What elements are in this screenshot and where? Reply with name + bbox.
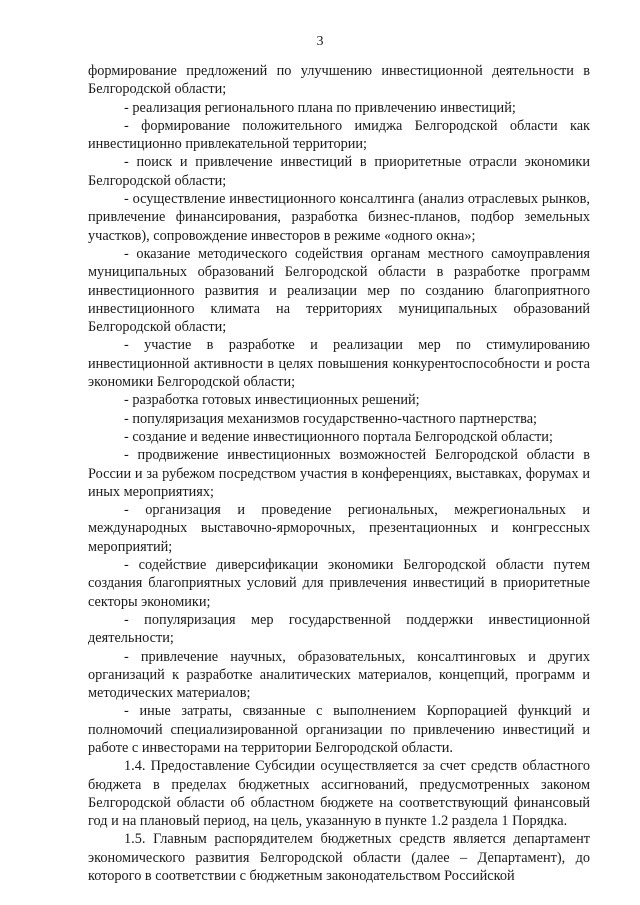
paragraph: - организация и проведение региональных, межрегиональных и международных выставочно-ярморочных, презентационных и конгрессных мероприятий; (88, 502, 590, 555)
paragraph: - поиск и привлечение инвестиций в приоритетные отрасли экономики Белгородской области; (88, 154, 590, 189)
paragraph: - популяризация механизмов государственно-частного партнерства; (124, 410, 538, 427)
paragraph: 1.4. Предоставление Субсидии осуществляется за счет средств областного бюджета в пределах бюджетных ассигнований, предусмотренных законом Белгородской области об областном бюджете на соответствующий финансовый год и на плановый период, на цель, указанную в пункте 1.2 раздела 1 Порядка. (88, 758, 590, 830)
paragraph: - осуществление инвестиционного консалтинга (анализ отраслевых рынков, привлечение финансирования, разработка бизнес-планов, подбор земельных участков), сопровождение инвесторов в режиме «одного окна»; (88, 191, 590, 244)
paragraph: - содействие диверсификации экономики Белгородской области путем создания благоприятных условий для привлечения инвестиций в приоритетные секторы экономики; (88, 557, 590, 610)
document-body (88, 62, 590, 885)
paragraph: - популяризация мер государственной поддержки инвестиционной деятельности; (88, 611, 590, 647)
paragraph: - участие в разработке и реализации мер по стимулированию инвестиционной активности в целях повышения конкурентоспособности и роста экономики Белгородской области; (88, 337, 590, 391)
paragraph: - оказание методического содействия органам местного самоуправления муниципальных образований Белгородской области в разработке программ инвестиционного развития и реализации мер по созданию благоприятного инвестиционного климата на территориях муниципальных образований Белгородской области; (88, 245, 590, 336)
paragraph: - привлечение научных, образовательных, консалтинговых и других организаций к разработке аналитических материалов, концепций, программ и методических материалов; (88, 648, 590, 702)
page-number: 3 (316, 34, 324, 49)
paragraph: - формирование положительного имиджа Белгородской области как инвестиционно привлекательной территории; (88, 117, 590, 153)
paragraph: формирование предложений по улучшению инвестиционной деятельности в Белгородской области; (88, 63, 590, 98)
paragraph: - создание и ведение инвестиционного портала Белгородской области; (124, 428, 553, 445)
paragraph: - иные затраты, связанные с выполнением Корпорацией функций и полномочий специализированной организации по привлечению инвестиций и работе с инвесторами на территории Белгородской области. (88, 703, 590, 756)
paragraph: - реализация регионального плана по привлечению инвестиций; (124, 99, 516, 116)
paragraph: - разработка готовых инвестиционных решений; (124, 392, 420, 409)
paragraph: 1.5. Главным распорядителем бюджетных средств является департамент экономического развития Белгородской области (далее – Департамент), до которого в соответствии с бюджетным законодательством Российской (88, 831, 590, 885)
paragraph: - продвижение инвестиционных возможностей Белгородской области в России и за рубежом посредством участия в конференциях, выставках, форумах и иных мероприятиях; (88, 447, 590, 500)
